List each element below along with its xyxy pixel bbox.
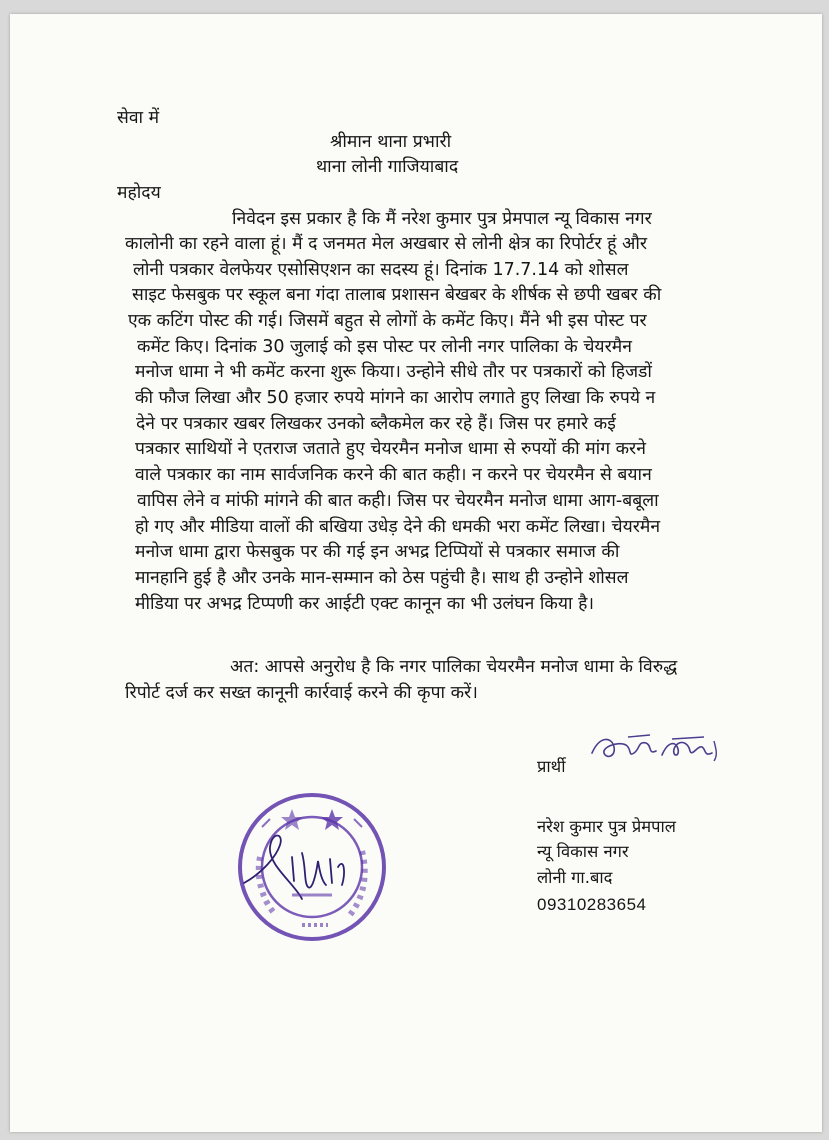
body-line: की फौज लिखा और 50 हजार रुपये मांगने का आरोप लगाते हुए लिखा कि रुपये न	[135, 388, 656, 408]
body-line: कालोनी का रहने वाला हूं। मैं द जनमत मेल अखबार से लोनी क्षेत्र का रिपोर्टर हूं और	[125, 234, 648, 254]
body-line: मानहानि हुई है और उनके मान-सम्मान को ठेस पहुंची है। साथ ही उन्होने शोसल	[135, 568, 629, 588]
to-label: सेवा में	[117, 108, 160, 128]
salutation: महोदय	[117, 183, 161, 203]
sender-name: नरेश कुमार पुत्र प्रेमपाल	[537, 817, 676, 836]
addressee-line-2: थाना लोनी गाजियाबाद	[316, 157, 459, 177]
sender-address-line-1: न्यू विकास नगर	[537, 842, 629, 861]
body-line: निवेदन इस प्रकार है कि मैं नरेश कुमार पुत्र प्रेमपाल न्यू विकास नगर	[232, 209, 652, 229]
body-line: वाले पत्रकार का नाम सार्वजनिक करने की बात कही। न करने पर चेयरमैन से बयान	[135, 465, 652, 485]
body-line: कमेंट किए। दिनांक 30 जुलाई को इस पोस्ट पर लोनी नगर पालिका के चेयरमैन	[137, 337, 632, 357]
body-line: एक कटिंग पोस्ट की गई। जिसमें बहुत से लोगों के कमेंट किए। मैंने भी इस पोस्ट पर	[128, 311, 647, 331]
request-line: रिपोर्ट दर्ज कर सख्त कानूनी कार्रवाई करने की कृपा करें।	[125, 683, 478, 703]
applicant-label: प्रार्थी	[537, 757, 566, 776]
body-line: वापिस लेने व मांफी मांगने की बात कही। जिस पर चेयरमैन मनोज धामा आग-बबूला	[137, 491, 659, 511]
handwritten-signature	[588, 727, 728, 767]
official-seal	[232, 787, 392, 947]
body-line: मनोज धामा द्वारा फेसबुक पर की गई इन अभद्र टिप्पियों से पत्रकार समाज की	[135, 542, 620, 562]
sender-address-line-2: लोनी गा.बाद	[537, 868, 613, 887]
body-line: मीडिया पर अभद्र टिप्पणी कर आईटी एक्ट कानून का भी उलंघन किया है।	[135, 594, 595, 614]
body-line: मनोज धामा ने भी कमेंट करना शुरू किया। उन्होने सीधे तौर पर पत्रकारों को हिजडों	[135, 362, 652, 382]
body-line: पत्रकार साथियों ने एतराज जताते हुए चेयरमैन मनोज धामा से रुपयों की मांग करने	[135, 439, 646, 459]
body-line: लोनी पत्रकार वेलफेयर एसोसिएशन का सदस्य हूं। दिनांक 17.7.14 को शोसल	[133, 260, 629, 280]
request-line: अत: आपसे अनुरोध है कि नगर पालिका चेयरमैन मनोज धामा के विरुद्ध	[230, 657, 678, 677]
body-line: देने पर पत्रकार खबर लिखकर उनको ब्लैकमेल कर रहे हैं। जिस पर हमारे कई	[136, 414, 616, 434]
addressee-line-1: श्रीमान थाना प्रभारी	[330, 132, 452, 152]
body-line: हो गए और मीडिया वालों की बखिया उधेड़ देने की धमकी भरा कमेंट लिखा। चेयरमैन	[135, 517, 661, 537]
body-line: साइट फेसबुक पर स्कूल बना गंदा तालाब प्रशासन बेखबर के शीर्षक से छपी खबर की	[132, 285, 662, 305]
sender-phone: 09310283654	[537, 895, 647, 914]
